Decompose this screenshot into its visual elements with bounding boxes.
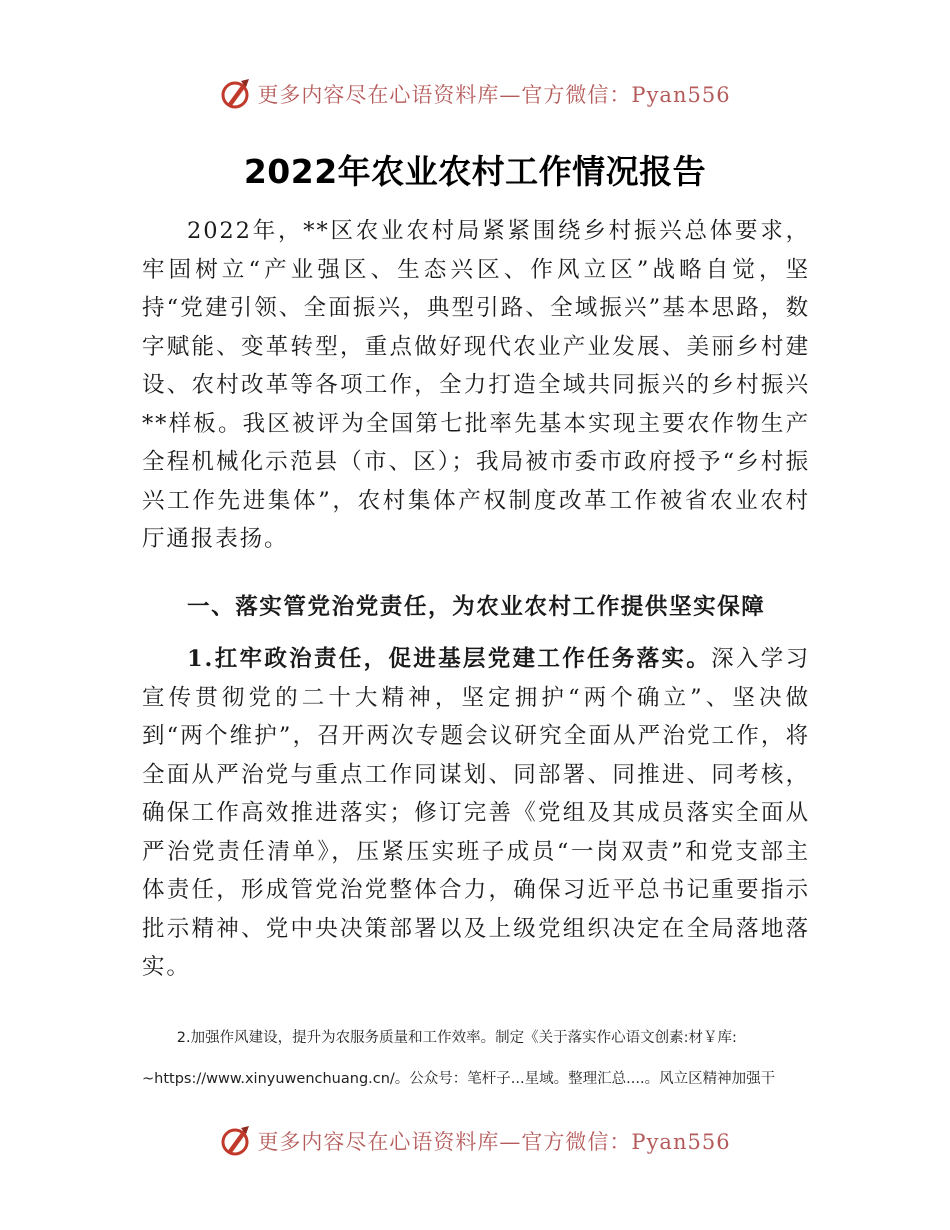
item2-line2: ~https://www.xinyuwenchuang.cn/。公众号：笔杆子...星域。整理汇总....。风立区精神加强干 (142, 1071, 776, 1087)
intro-paragraph: 2022年，**区农业农村局紧紧围绕乡村振兴总体要求，牢固树立“产业强区、生态兴区、作风立区”战略自觉，坚持“党建引领、全面振兴，典型引路、全域振兴”基本思路，数字赋能、变革转型，重点做好现代农业产业发展、美丽乡村建设、农村改革等各项工作，全力打造全域共同振兴的乡村振兴**样板。我区被评为全国第七批率先基本实现主要农作物生产全程机械化示范县（市、区）；我局被市委市政府授予“乡村振兴工作先进集体”，农村集体产权制度改革工作被省农业农村厅通报表扬。 (142, 218, 810, 552)
section-heading: 一、落实管党治党责任，为农业农村工作提供坚实保障 (187, 594, 766, 620)
item1-paragraph (142, 640, 810, 987)
footer-banner-text: 更多内容尽在心语资料库—官方微信：Pyan556 (257, 1130, 731, 1154)
footer-banner (0, 1121, 950, 1161)
quill-pen-circle-icon (219, 1124, 253, 1158)
item1-lead: 1.扛牢政治责任，促进基层党建工作任务落实。 (187, 646, 712, 672)
header-banner-text: 更多内容尽在心语资料库—官方微信：Pyan556 (257, 83, 731, 107)
quill-pen-circle-icon (219, 77, 253, 111)
item1-body: 深入学习宣传贯彻党的二十大精神，坚定拥护“两个确立”、坚决做到“两个维护”，召开两次专题会议研究全面从严治党工作，将全面从严治党与重点工作同谋划、同部署、同推进、同考核，确保工作高效推进落实；修订完善《党组及其成员落实全面从严治党责任清单》，压紧压实班子成员“一岗双责”和党支部主体责任，形成管党治党整体合力，确保习近平总书记重要指示批示精神、党中央决策部署以及上级党组织决定在全局落地落实。 (142, 646, 810, 980)
item2-line1: 2.加强作风建设，提升为农服务质量和工作效率。制定《关于落实作心语文创素:材￥库: (176, 1030, 737, 1046)
document-title: 2022年农业农村工作情况报告 (243, 152, 707, 192)
header-banner (0, 74, 950, 114)
